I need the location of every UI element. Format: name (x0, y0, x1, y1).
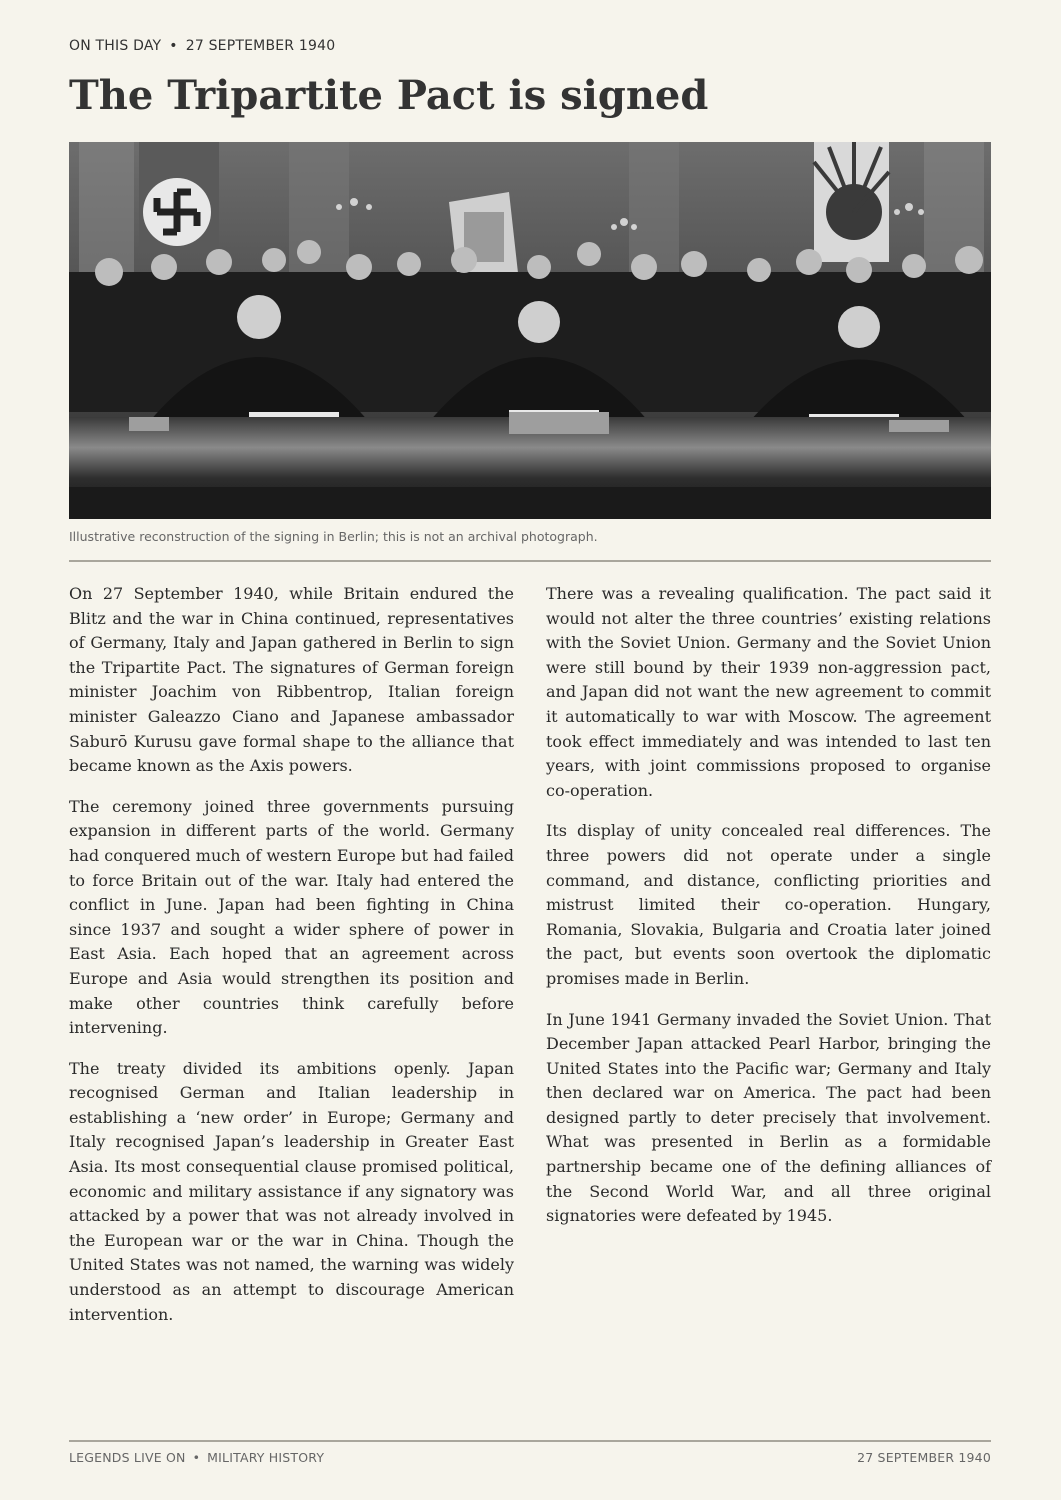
footer-section: MILITARY HISTORY (207, 1450, 325, 1465)
paragraph: The ceremony joined three governments pursuing expansion in different parts of the world. Germany had conquered much of western Europe but had failed to force Britain out of the war. Italy had entered the conflict in June. Japan had been fighting in China since 1937 and sought a wider sphere of power in East Asia. Each hoped that an agreement across Europe and Asia would strengthen its position and make other countries think carefully before intervening. (69, 796, 514, 1038)
paragraph: On 27 September 1940, while Britain endured the Blitz and the war in China continued, representatives of Germany, Italy and Japan gathered in Berlin to sign the Tripartite Pact. The signatures of German foreign minister Joachim von Ribbentrop, Italian foreign minister Galeazzo Ciano and Japanese ambassador Saburō Kurusu gave formal shape to the alliance that became known as the Axis powers. (69, 584, 514, 776)
kicker-date: 27 SEPTEMBER 1940 (185, 38, 336, 54)
paragraph: There was a revealing qualification. The pact said it would not alter the three countries’ existing relations with the Soviet Union. Germany and the Soviet Union were still bound by their 1939 non-aggression pact, and Japan did not want the new agreement to commit it automatically to war with Moscow. The agreement took effect immediately and was intended to last ten years, with joint commissions proposed to organise co-operation. (546, 584, 991, 800)
signing-ceremony-image (69, 142, 991, 519)
kicker-label: ON THIS DAY (69, 38, 162, 54)
article-column-right (546, 582, 991, 1245)
divider-bottom (69, 1440, 991, 1442)
kicker-separator: • (169, 38, 178, 54)
footer-date: 27 SEPTEMBER 1940 (857, 1450, 991, 1465)
article-column-left (69, 582, 514, 1343)
divider-top (69, 560, 991, 562)
kicker (69, 38, 335, 54)
image-caption: Illustrative reconstruction of the signing in Berlin; this is not an archival photograph. (69, 529, 598, 544)
footer-publication (69, 1450, 324, 1465)
paragraph: In June 1941 Germany invaded the Soviet Union. That December Japan attacked Pearl Harbor, bringing the United States into the Pacific war; Germany and Italy then declared war on America. The pact had been designed partly to deter precisely that involvement. What was presented in Berlin as a formidable partnership became one of the defining alliances of the Second World War, and all three original signatories were defeated by 1945. (546, 1009, 991, 1226)
paragraph: Its display of unity concealed real differences. The three powers did not operate under a single command, and distance, conflicting priorities and mistrust limited their co-operation. Hungary, Romania, Slovakia, Bulgaria and Croatia later joined the pact, but events soon overtook the diplomatic promises made in Berlin. (546, 821, 991, 988)
footer-separator: • (192, 1450, 201, 1465)
footer-publication-name: LEGENDS LIVE ON (69, 1450, 186, 1465)
paragraph: The treaty divided its ambitions openly. Japan recognised German and Italian leadership in establishing a ‘new order’ in Europe; Germany and Italy recognised Japan’s leadership in Greater East Asia. Its most consequential clause promised political, economic and military assistance if any signatory was attacked by a power that was not already involved in the European war or the war in China. Though the United States was not named, the warning was widely understood as an attempt to discourage American intervention. (69, 1058, 514, 1324)
page-title: The Tripartite Pact is signed (69, 72, 709, 119)
